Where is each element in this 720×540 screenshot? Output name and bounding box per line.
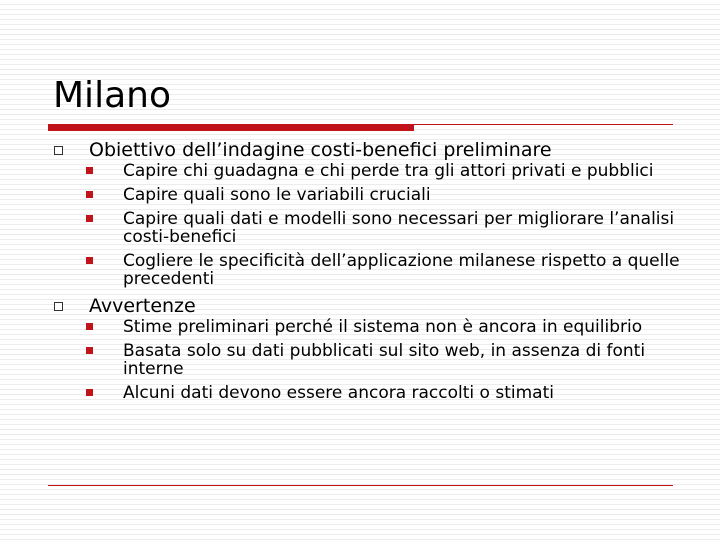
filled-square-bullet-icon — [86, 347, 93, 354]
list-item-text: Cogliere le specificità dell’applicazione milanese rispetto a quelle precedenti — [123, 251, 680, 289]
section-heading-text: Obiettivo dell’indagine costi-benefici preliminare — [89, 139, 552, 161]
hollow-square-bullet-icon — [54, 302, 63, 311]
bullet-list — [0, 318, 720, 402]
section-heading-text: Avvertenze — [89, 295, 196, 317]
list-item-text: Alcuni dati devono essere ancora raccolti o stimati — [123, 383, 554, 403]
section-heading — [89, 294, 679, 318]
footer-divider — [48, 485, 673, 486]
filled-square-bullet-icon — [86, 323, 93, 330]
section-heading — [89, 138, 679, 162]
list-item-text: Capire quali dati e modelli sono necessari per migliorare l’analisi costi-benefici — [123, 209, 675, 247]
list-item — [123, 162, 683, 180]
filled-square-bullet-icon — [86, 389, 93, 396]
list-item — [123, 186, 683, 204]
slide-title: Milano — [53, 75, 171, 116]
filled-square-bullet-icon — [86, 215, 93, 222]
list-item — [123, 318, 683, 336]
slide-content — [0, 138, 720, 408]
list-item — [123, 252, 683, 288]
list-item — [123, 384, 683, 402]
list-item — [123, 342, 683, 378]
hollow-square-bullet-icon — [54, 146, 63, 155]
list-item — [123, 210, 683, 246]
bullet-list — [0, 162, 720, 288]
list-item-text: Basata solo su dati pubblicati sul sito web, in assenza di fonti interne — [123, 341, 646, 379]
list-item-text: Stime preliminari perché il sistema non è ancora in equilibrio — [123, 317, 643, 337]
list-item-text: Capire chi guadagna e chi perde tra gli attori privati e pubblici — [123, 161, 654, 181]
filled-square-bullet-icon — [86, 257, 93, 264]
filled-square-bullet-icon — [86, 191, 93, 198]
section-objective — [0, 138, 720, 288]
filled-square-bullet-icon — [86, 167, 93, 174]
section-warnings — [0, 294, 720, 402]
list-item-text: Capire quali sono le variabili cruciali — [123, 185, 431, 205]
title-accent-bar — [48, 124, 414, 131]
